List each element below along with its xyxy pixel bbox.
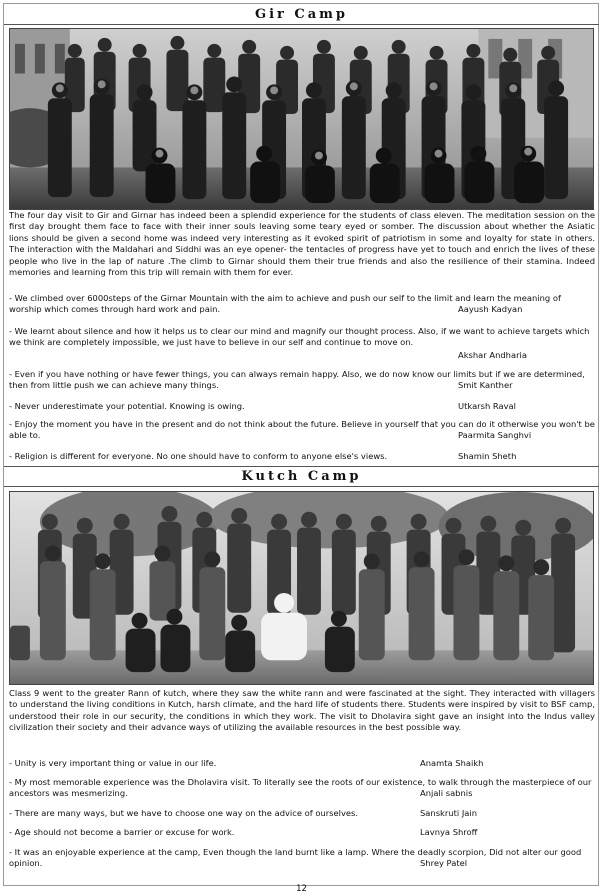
quote-author: Utkarsh Raval bbox=[458, 401, 516, 411]
quote-text: - Age should not become a barrier or excuse for work. bbox=[9, 827, 235, 837]
kutch-paragraph: Class 9 went to the greater Rann of kutch, where they saw the white rann and were fascinated at the sight. They interacted with villagers to understand the living conditions in Kutch, harsh climate, and the hard life of students there. Students were inspired by visit to BSF camp, understood their role in our security, the conditions in which they work. The visit to Dholavira sight gave an insight into the Indus valley civilization their society and their advance ways of utilizing the available resources in the best possible way. bbox=[9, 688, 595, 733]
kutch-top-rule bbox=[4, 466, 599, 467]
gir-camp-title: Gir Camp bbox=[254, 7, 349, 22]
quote-author: Shamin Sheth bbox=[458, 451, 517, 461]
quote-text: - We learnt about silence and how it helps us to clear our mind and magnify our thought process. Also, if we want to achieve targets which we think are completely impossible, we just have to believe in our self and continue to move on. bbox=[9, 326, 590, 348]
gir-quote-5 bbox=[9, 419, 595, 441]
quote-text: - Religion is different for everyone. No one should have to conform to anyone else's views. bbox=[9, 451, 388, 461]
kutch-quote-2 bbox=[9, 777, 595, 799]
kutch-quote-1 bbox=[9, 758, 595, 769]
gir-quote-2 bbox=[9, 326, 595, 360]
quote-text: - Even if you have nothing or have fewer things, you can always remain happy. Also, we do now know our limits but if we are determined, then from little push we can achieve many things. bbox=[9, 369, 585, 391]
kutch-quote-3 bbox=[9, 808, 595, 819]
quote-author: Paarmita Sanghvi bbox=[458, 430, 532, 440]
quote-author: Aayush Kadyan bbox=[458, 304, 523, 314]
quote-text: - There are many ways, but we have to choose one way on the advice of ourselves. bbox=[9, 808, 359, 818]
gir-title-rule bbox=[4, 24, 599, 25]
kutch-quote-5 bbox=[9, 847, 595, 869]
quote-text: - Never underestimate your potential. Knowing is owing. bbox=[9, 401, 245, 411]
page-number: 12 bbox=[296, 884, 307, 894]
quote-text: - It was an enjoyable experience at the camp, Even though the land burnt like a lamp. Where the deadly scorpion, Did not alter our good opinion. bbox=[9, 847, 582, 869]
kutch-quote-4 bbox=[9, 827, 595, 838]
quote-text: - My most memorable experience was the Dholavira visit. To literally see the roots of our existence, to walk through the masterpiece of our ancestors was mesmerizing. bbox=[9, 777, 592, 799]
gir-group-photo bbox=[9, 28, 594, 210]
gir-quote-1 bbox=[9, 293, 595, 315]
quote-author: Anamta Shaikh bbox=[420, 758, 484, 768]
quote-author: Sanskruti Jain bbox=[420, 808, 478, 818]
gir-paragraph: The four day visit to Gir and Girnar has indeed been a splendid experience for the students of class eleven. The meditation session on the first day brought them face to face with their inner souls leaving some teary eyed or somber. The discussion about whether the Asiatic lions should be given a second home was indeed very interesting as it evoked spirit of patriotism in some and loyalty for state in others. The interaction with the Maldahari and Siddhi was an eye opener- the tentacles of progress have yet to touch and enrich the lives of these people who live in the lap of nature .The climb to Girnar should them their true friends and also the resilience of their stamina. Indeed memories and learning from this trip will remain with them for ever. bbox=[9, 210, 595, 278]
quote-author: Akshar Andharia bbox=[458, 350, 527, 360]
kutch-group-photo bbox=[9, 491, 594, 685]
quote-text: - Unity is very important thing or value in our life. bbox=[9, 758, 217, 768]
kutch-title-rule bbox=[4, 486, 599, 487]
quote-text: - We climbed over 6000steps of the Girnar Mountain with the aim to achieve and push our self to the limit and learn the meaning of worship which comes through hard work and pain. bbox=[9, 293, 561, 315]
kutch-camp-title: Kutch Camp bbox=[241, 469, 362, 484]
quote-author: Smit Kanther bbox=[458, 380, 513, 390]
quote-text: - Enjoy the moment you have in the present and do not think about the future. Believe in yourself that you can do it otherwise you won't be able to. bbox=[9, 419, 595, 441]
gir-quote-6 bbox=[9, 451, 595, 462]
gir-quote-4 bbox=[9, 401, 595, 412]
quote-author: Lavnya Shroff bbox=[420, 827, 478, 837]
quote-author: Shrey Patel bbox=[420, 858, 468, 868]
quote-author: Anjali sabnis bbox=[420, 788, 473, 798]
gir-quote-3 bbox=[9, 369, 595, 391]
